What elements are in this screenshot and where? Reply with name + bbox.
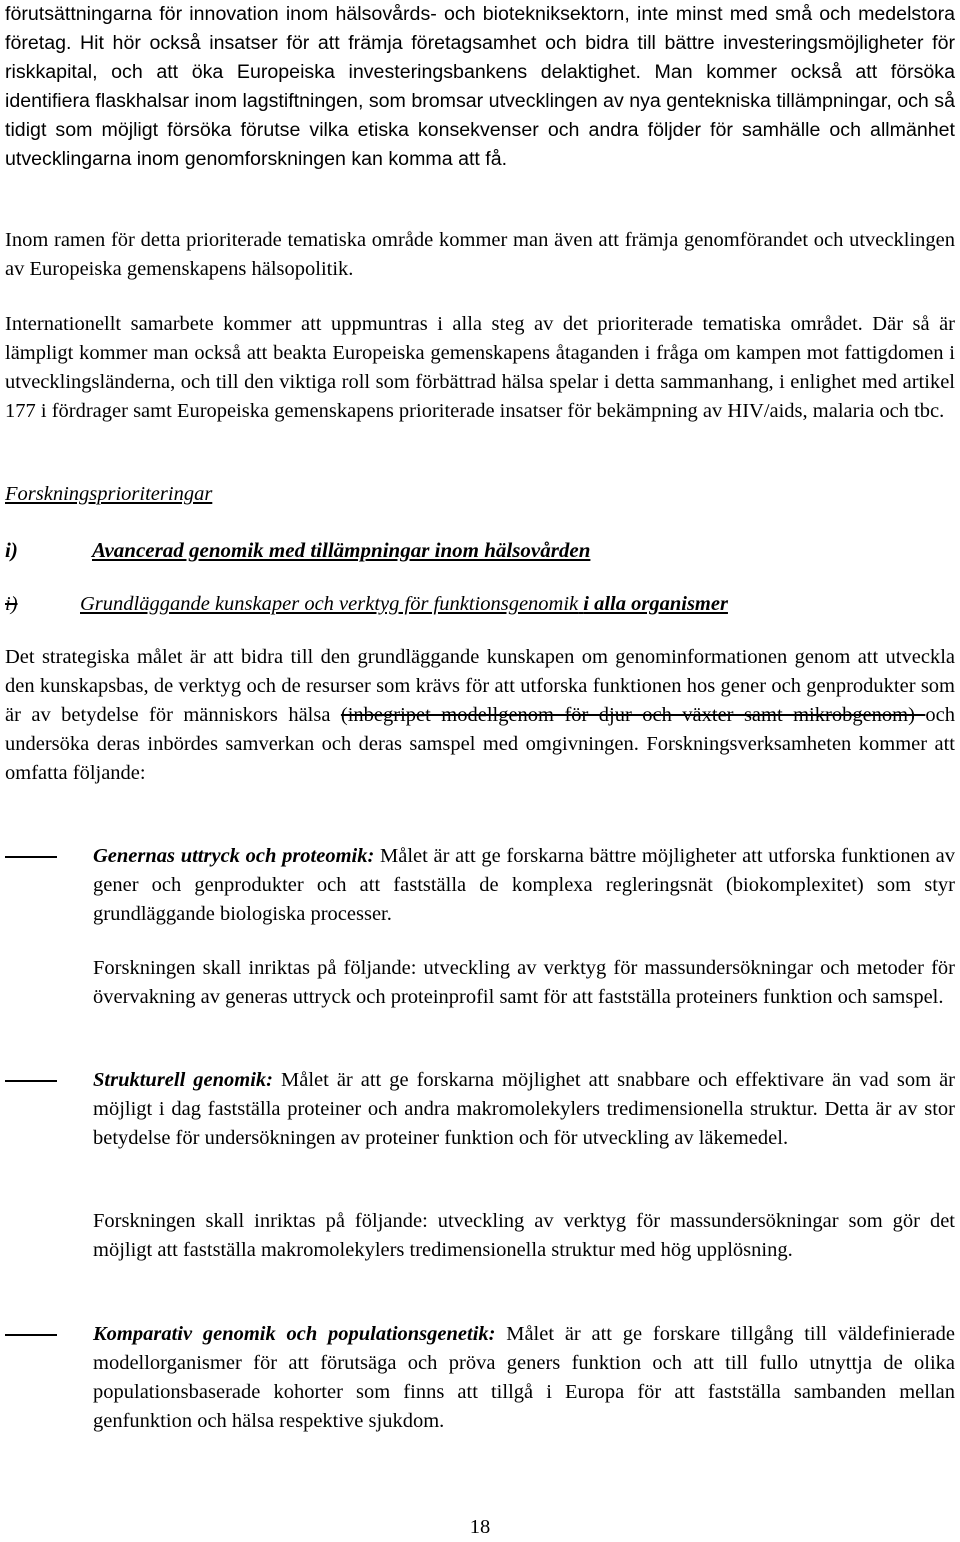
paragraph-intro <box>5 0 955 174</box>
heading-basic-knowledge-bold: i alla organismer <box>583 593 728 615</box>
item-gene-expression <box>93 842 955 929</box>
item-2-text: Målet är att ge forskarna möjlighet att snabbare och effektivare än vad som är möjligt i dag fastställa proteiner och andra makromolekylers tredimensionella struktur. Detta är av stor betydelse för undersökningen av proteiner funktion och för utveckling av läkemedel. <box>93 1069 955 1149</box>
heading-i-struck-number: i) <box>5 593 18 615</box>
page-number: 18 <box>469 1516 491 1538</box>
strategic-text-1: Det strategiska målet är att bidra till den grundläggande kunskapen om genominformationen genom att utveckla den kunskapsbas, de verktyg och de resurser som krävs för att utforska funktionen hos gener och genprodukter som är av betydelse för människors hälsa <box>5 646 955 726</box>
paragraph-strategic <box>5 643 955 788</box>
strategic-text-2: och undersöka deras inbördes samverkan och deras samspel med omgivningen. Forskningsverksamheten kommer att omfatta följande: <box>5 704 955 784</box>
item-structural-genomics <box>93 1066 955 1153</box>
bullet-dash-1 <box>5 856 57 858</box>
heading-basic-knowledge <box>80 590 728 619</box>
heading-basic-knowledge-italic: Grundläggande kunskaper och verktyg för funktionsgenomik <box>80 593 579 615</box>
item-3-text: Målet är att ge forskare tillgång till väldefinierade modellorganismer för att förutsäga och pröva geners funktion och att till fullo utnyttja de olika populationsbaserade kohorter som finns att tillgå i Europa för att fastställa sambanden mellan genfunktion och hälsa respektive sjukdom. <box>93 1323 955 1432</box>
heading-research-priorities: Forskningsprioriteringar <box>5 483 213 505</box>
paragraph-policy: Inom ramen för detta prioriterade tematiska område kommer man även att främja genomförandet och utvecklingen av Europeiska gemenskapens hälsopolitik. <box>5 229 955 280</box>
item-gene-expression-followup: Forskningen skall inriktas på följande: utveckling av verktyg för massundersökningar och metoder för övervakning av generas uttryck och proteinprofil samt för att fastställa proteiners funktion och samspel. <box>93 957 955 1008</box>
item-structural-genomics-followup: Forskningen skall inriktas på följande: utveckling av verktyg för massundersökningar som gör det möjligt att fastställa makromolekylers tredimensionella struktur med hög upplösning. <box>93 1210 955 1261</box>
intro-text: förutsättningarna för innovation inom hälsovårds- och biotekniksektorn, inte minst med små och medelstora företag. Hit hör också insatser för att främja företagsamhet och bidra till bättre investeringsmöjligheter för riskkapital, och att öka Europeiska investeringsbankens delaktighet. Man kommer också att försöka identifiera flaskhalsar inom lagstiftningen, som bromsar utvecklingen av nya gentekniska tillämpningar, och så tidigt som möjligt försöka förutse vilka etiska konsekvenser och andra följder för samhälle och allmänhet utvecklingarna inom genomforskningen kan komma att få. <box>5 3 955 170</box>
item-1-text: Målet är att ge forskarna bättre möjligheter att utforska funktionen av gener och genprodukter och att fastställa de komplexa regleringsnät (biokomplexitet) som styr grundläggande biologiska processer. <box>93 845 955 925</box>
item-3-lead: Komparativ genomik och populationsgenetik: <box>93 1323 496 1345</box>
item-comparative-genomics <box>93 1320 955 1436</box>
heading-i-number: i) <box>5 538 18 562</box>
strategic-struck-text: (inbegripet modellgenom för djur och växter samt mikrobgenom) <box>340 704 926 726</box>
bullet-dash-3 <box>5 1334 57 1336</box>
item-2-lead: Strukturell genomik: <box>93 1069 274 1091</box>
item-1-lead: Genernas uttryck och proteomik: <box>93 845 375 867</box>
heading-advanced-genomics: Avancerad genomik med tillämpningar inom hälsovården <box>92 538 591 562</box>
paragraph-international: Internationellt samarbete kommer att uppmuntras i alla steg av det prioriterade tematiska området. Där så är lämpligt kommer man också att beakta Europeiska gemenskapens åtaganden i fråga om kampen mot fattigdomen i utvecklingsländerna, och till den viktiga roll som förbättrad hälsa spelar i detta sammanhang, i enlighet med artikel 177 i fördrager samt Europeiska gemenskapens prioriterade insatser för bekämpning av HIV/aids, malaria och tbc. <box>5 313 955 422</box>
bullet-dash-2 <box>5 1080 57 1082</box>
